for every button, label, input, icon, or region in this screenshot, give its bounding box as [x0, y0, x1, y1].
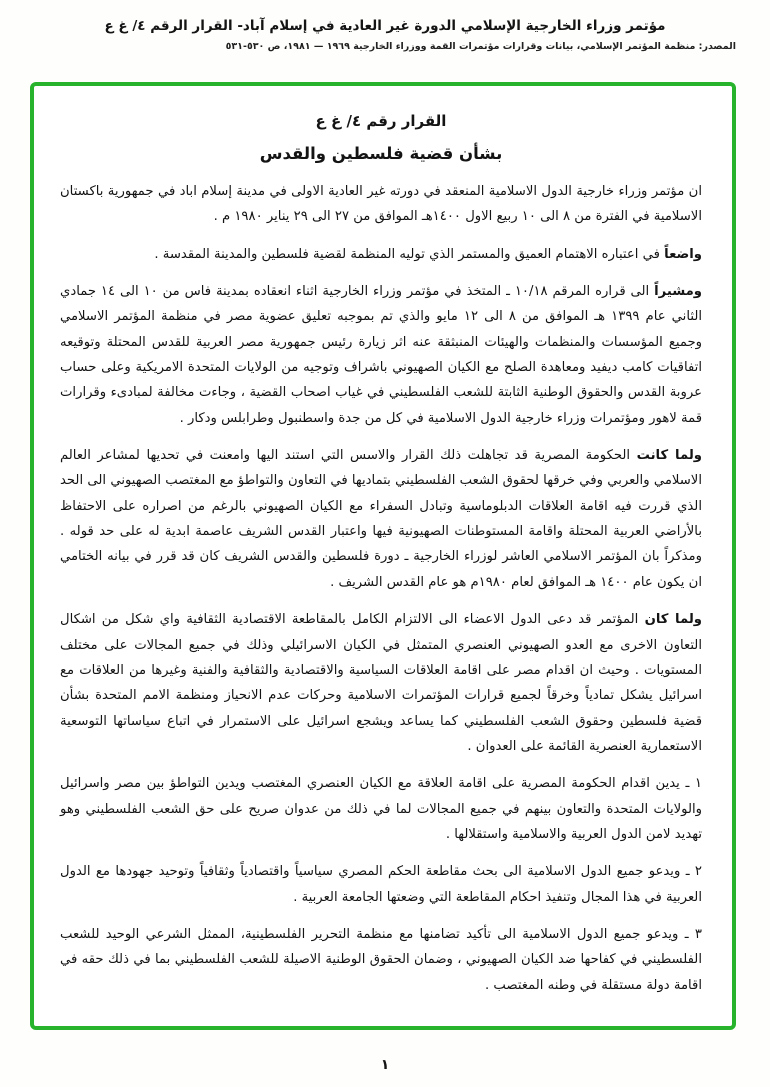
scan-header	[0, 0, 770, 54]
paragraph-text: في اعتباره الاهتمام العميق والمستمر الذي توليه المنظمة لقضية فلسطين والمدينة المقدسة .	[154, 246, 660, 262]
numbered-item-2	[60, 859, 702, 910]
paragraph-text: المؤتمر قد دعى الدول الاعضاء الى الالتزام الكامل بالمقاطعة الاقتصادية الثقافية واي شكل من اشكال التعاون الاخرى مع العدو الصهيوني العنصري المتمثل في الكيان الاسرائيلي وذلك في جميع المجالات على مختلف المستويات . وحيث ان اقدام مصر على اقامة العلاقات السياسية والاقتصادية والثقافية والفنية وغيرها من العلاقات مع اسرائيل يشكل تمادياً وخرقاً لجميع قرارات المؤتمرات الاسلامية وحركات عدم الانحياز ومنظمة الامم المتحدة بشأن قضية فلسطين وحقوق الشعب الفلسطيني كما يساعد ويشجع اسرائيل على الاستمرار في اتباع سياساتها التوسعية الاستعمارية العنصرية القائمة على العدوان .	[60, 612, 702, 754]
document-frame	[30, 82, 736, 1030]
numbered-item-1	[60, 771, 702, 847]
paragraph-lead: ومشيراً	[654, 284, 702, 300]
paragraph-lead: واضعاً	[664, 246, 702, 262]
paragraph-text: ١ ـ يدين اقدام الحكومة المصرية على اقامة العلاقة مع الكيان العنصري المغتصب ويدين التواطؤ بين مصر واسرائيل والولايات المتحدة والتعاون بينهم في جميع المجالات لما في ذلك من عدوان صريح على حق الشعب الفلسطيني وهو تهديد لامن الدول العربية والاسلامية واستقلالها .	[60, 776, 702, 842]
paragraph-text: الى قراره المرقم ١٠/١٨ ـ المتخذ في مؤتمر وزراء الخارجية اثناء انعقاده بمدينة فاس من ١٠ الى ١٤ جمادي الثاني عام ١٣٩٩ هـ الموافق من ٨ الى ١٢ مايو والذي تم بموجبه تعليق عضوية مصر في منظمة المؤتمر الاسلامي وجميع المؤسسات والمنظمات والهيئات المنبثقة عنه اثر زيارة رئيس جمهورية مصر العربية للقدس المحتلة وتوقيعه اتفاقيات كامب ديفيد ومعاهدة الصلح مع الكيان الصهيوني باشراف وتوجيه من الولايات المتحدة الامريكية وعلى حساب عروبة القدس والحقوق الوطنية الثابتة للشعب الفلسطيني في غياب اصحاب القضية ، وجاءت مخالفة لمبادىء وقرارات قمة لاهور ومؤتمرات وزراء خارجية الدول الاسلامية في كل من جدة واسطنبول وطرابلس ودكار .	[60, 284, 702, 426]
paragraph	[60, 242, 702, 267]
paragraph	[60, 607, 702, 759]
paragraph	[60, 443, 702, 595]
header-title: مؤتمر وزراء الخارجية الإسلامي الدورة غير العادية في إسلام آباد- القرار الرقم ٤/ غ ع	[104, 18, 666, 34]
paragraph	[60, 279, 702, 431]
resolution-number: القرار رقم ٤/ غ ع	[315, 112, 447, 130]
page-number: ١	[380, 1057, 390, 1073]
numbered-item-3	[60, 922, 702, 998]
paragraph-text: ٣ ـ ويدعو جميع الدول الاسلامية الى تأكيد تضامنها مع منظمة التحرير الفلسطينية، الممثل الشرعي الوحيد للشعب الفلسطيني في كفاحها ضد الكيان الصهيوني ، وضمان الحقوق الوطنية الاصيلة للشعب الفلسطيني بما في ذلك حقه في اقامة دولة مستقلة في وطنه المغتصب .	[60, 926, 702, 993]
paragraph-text: ٢ ـ ويدعو جميع الدول الاسلامية الى بحث مقاطعة الحكم المصري سياسياً واقتصادياً وثقافياً وتوحيد جهودها مع الدول العربية في هذا المجال وتنفيذ احكام المقاطعة التي وضعتها الجامعة العربية .	[60, 864, 702, 905]
paragraph-text: الحكومة المصرية قد تجاهلت ذلك القرار والاسس التي استند اليها وامعنت في تحديها لمشاعر العالم الاسلامي والعربي وفي خرقها لحقوق الشعب الفلسطيني بتماديها في التعاون والتواطؤ مع المغتصب الصهيوني الى الحد الذي قررت فيه اقامة العلاقات الدبلوماسية وتبادل السفراء مع الكيان الصهيوني بالرغم من اصراره على الاحتفاظ بالأراضي العربية المحتلة واقامة المستوطنات الصهيونية فيها واعتبار القدس الشريف عاصمة ابدية له على حد قوله . ومذكراً بان المؤتمر الاسلامي العاشر لوزراء الخارجية ـ دورة فلسطين والقدس الشريف كان قد قرر في بيانه الختامي ان يكون عام ١٤٠٠ هـ الموافق لعام ١٩٨٠م هو عام القدس الشريف .	[60, 448, 702, 590]
paragraph-lead: ولما كانت	[636, 448, 702, 464]
document-body	[60, 179, 702, 998]
header-source: المصدر: منظمة المؤتمر الإسلامي، بيانات وقرارات مؤتمرات القمة ووزراء الخارجية ١٩٦٩ — ١٩٨١، ص ٥٣٠-٥٣١	[225, 41, 736, 53]
resolution-subject: بشأن قضية فلسطين والقدس	[259, 144, 503, 163]
paragraph-text: ان مؤتمر وزراء خارجية الدول الاسلامية المنعقد في دورته غير العادية الاولى في مدينة إسلام اباد في جمهورية باكستان الاسلامية في الفترة من ٨ الى ١٠ ربيع الاول ١٤٠٠هـ الموافق من ٢٧ الى ٢٩ يناير ١٩٨٠ م .	[60, 184, 702, 225]
paragraph-lead: ولما كان	[644, 612, 703, 628]
paragraph	[60, 179, 702, 230]
